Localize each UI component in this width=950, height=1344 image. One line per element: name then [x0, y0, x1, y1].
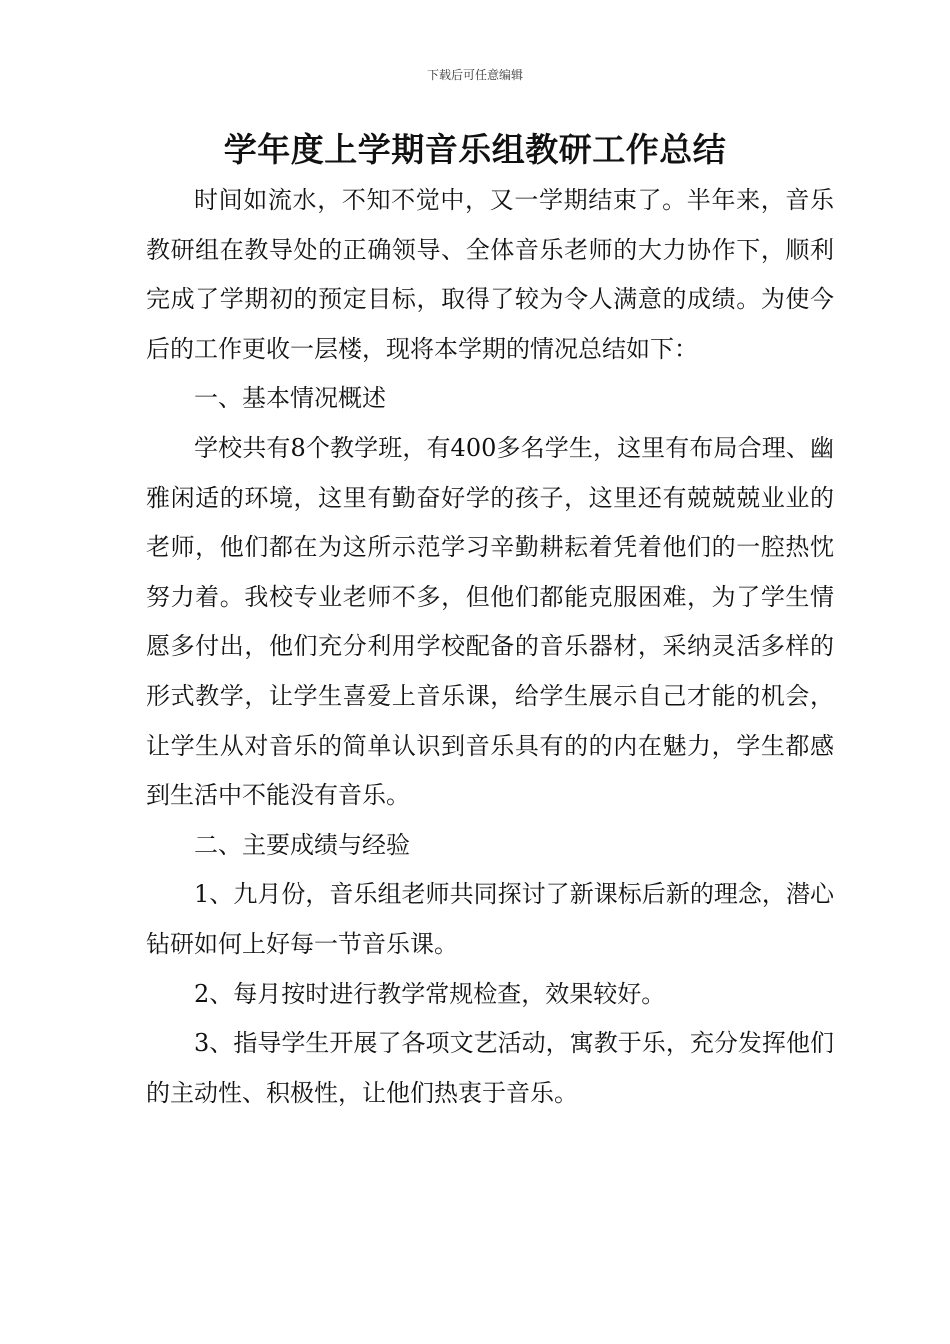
paragraph-overview: 学校共有8个教学班，有400多名学生，这里有布局合理、幽雅闲适的环境，这里有勤奋好学的孩子，这里还有兢兢兢业业的老师，他们都在为这所示范学习辛勤耕耘着凭着他们的一腔热忱努力着。我校专业老师不多，但他们都能克服困难，为了学生情愿多付出，他们充分利用学校配备的音乐器材，采纳灵活多样的形式教学，让学生喜爱上音乐课，给学生展示自己才能的机会，让学生从对音乐的简单认识到音乐具有的的内在魅力，学生都感到生活中不能没有音乐。 [146, 433, 834, 810]
paragraph-intro: 时间如流水，不知不觉中，又一学期结束了。半年来，音乐教研组在教导处的正确领导、全体音乐老师的大力协作下，顺利完成了学期初的预定目标，取得了较为令人满意的成绩。为使今后的工作更收一层楼，现将本学期的情况总结如下： [146, 186, 834, 363]
section-heading-overview: 一、基本情况概述 [194, 384, 386, 413]
list-item-achievement-3: 3、指导学生开展了各项文艺活动，寓教于乐，充分发挥他们的主动性、积极性，让他们热衷于音乐。 [146, 1029, 834, 1107]
document-title: 学年度上学期音乐组教研工作总结 [223, 130, 727, 169]
section-heading-achievements: 二、主要成绩与经验 [194, 830, 410, 859]
list-item-achievement-2: 2、每月按时进行教学常规检查，效果较好。 [194, 979, 666, 1008]
header-note: 下载后可任意编辑 [426, 68, 523, 82]
document-body [146, 176, 834, 1118]
list-item-achievement-1: 1、九月份，音乐组老师共同探讨了新课标后新的理念，潜心钻研如何上好每一节音乐课。 [146, 880, 834, 958]
